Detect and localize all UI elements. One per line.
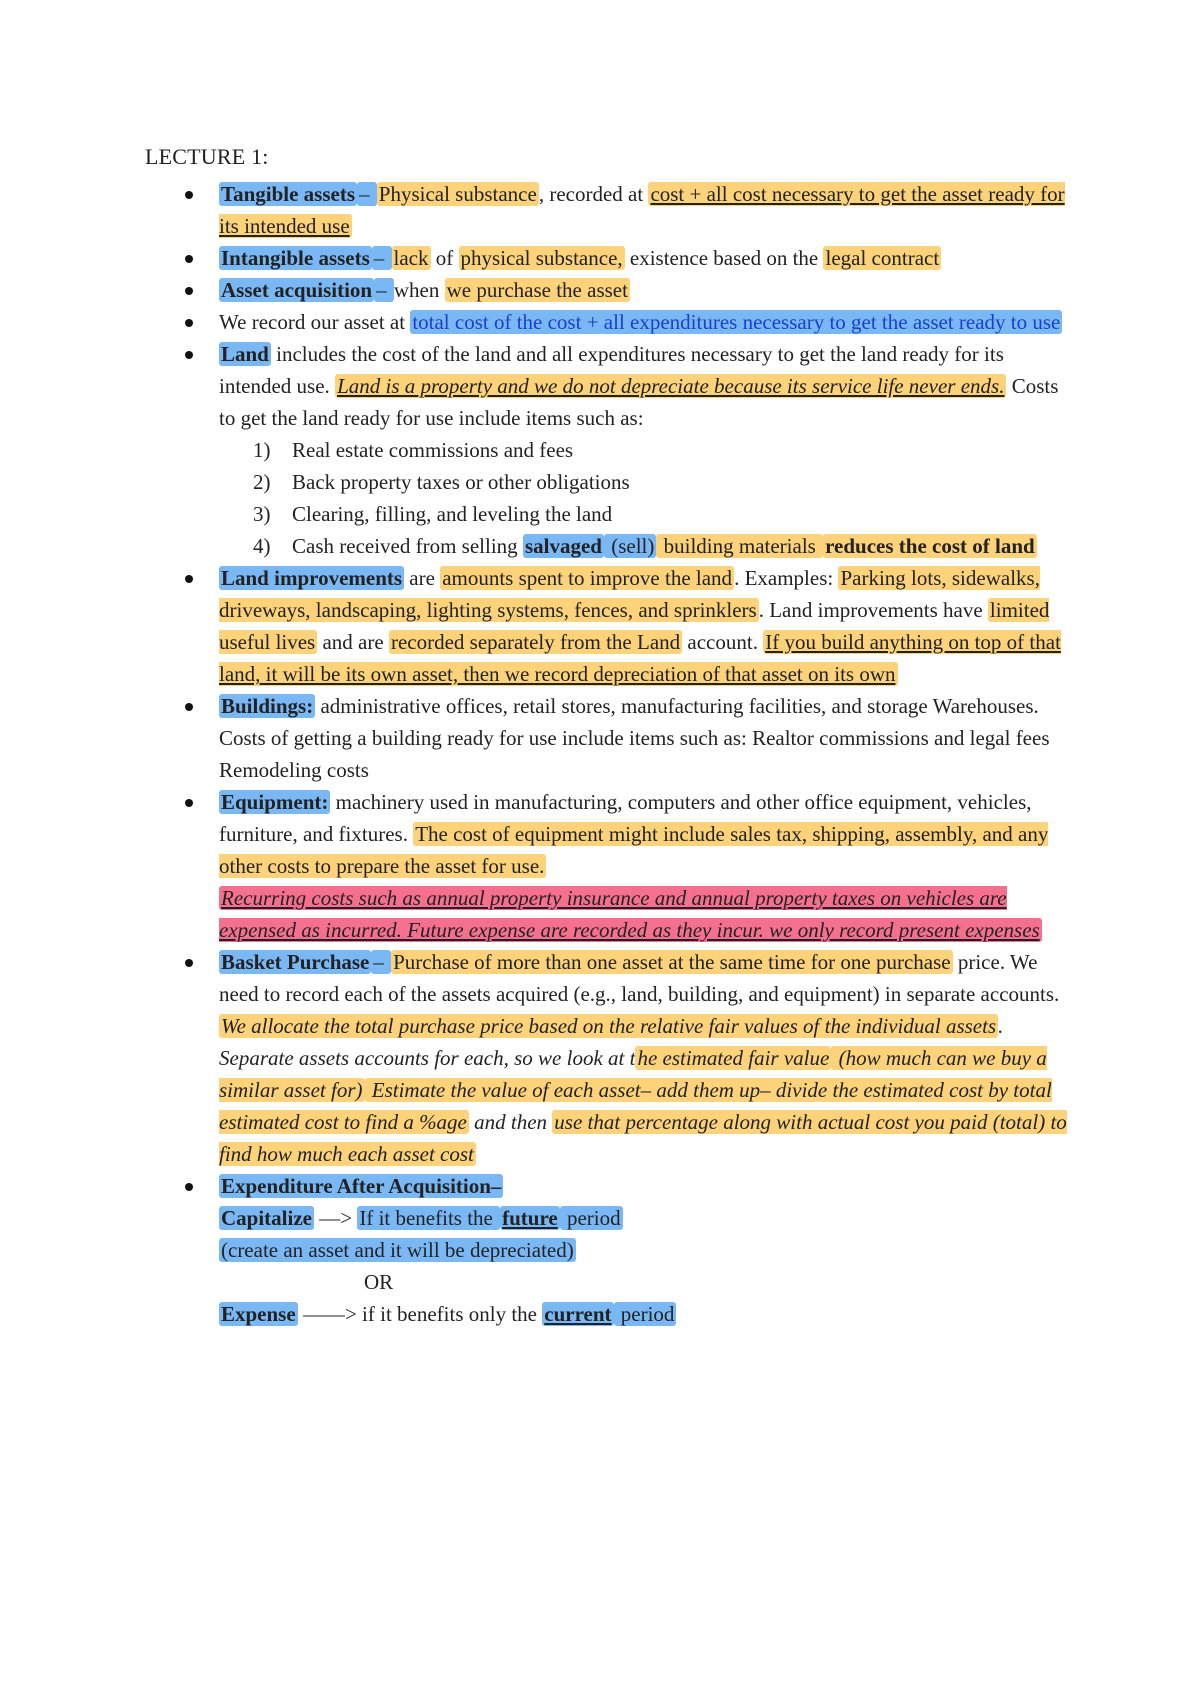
bullet-icon [185, 799, 193, 807]
or-text: OR [364, 1270, 394, 1294]
expense-line [219, 1298, 1070, 1330]
term-asset-acquisition: Asset acquisition [221, 278, 373, 302]
item-number: 3) [253, 502, 271, 526]
highlight-text: (sell) [605, 534, 655, 558]
highlight-text: future [502, 1206, 558, 1230]
list-item-tangible-assets [145, 178, 1070, 242]
term-basket-purchase: Basket Purchase [221, 950, 370, 974]
text: Cash received from selling [292, 534, 523, 558]
highlight-text: legal contract [825, 246, 940, 270]
bullet-icon [185, 319, 193, 327]
list-item-equipment [145, 786, 1070, 946]
highlight-text: Recurring costs such as annual property insurance and annual property taxes on vehicles are expensed as incurred. Future expense are recorded as they incur. we only record present expenses [219, 886, 1040, 942]
bullet-icon [185, 959, 193, 967]
text: machinery used in manufacturing, computers and other office equipment, vehicles, furniture, and fixtures. [219, 790, 1032, 846]
list-item [219, 498, 1070, 530]
highlight-text: We allocate the total purchase price based on the relative fair values of the individual assets [221, 1014, 997, 1038]
list-item [219, 434, 1070, 466]
highlight-text: period [561, 1206, 621, 1230]
list-item-basket-purchase [145, 946, 1070, 1170]
notes-list [145, 178, 1070, 1330]
text: Costs to get the land ready for use include items such as: [219, 374, 1059, 430]
list-item-intangible-assets [145, 242, 1070, 274]
item-number: 2) [253, 470, 271, 494]
list-item-buildings [145, 690, 1070, 786]
highlight-text: Purchase of more than one asset at the same time for one purchase [393, 950, 951, 974]
highlight-text: If it benefits the [359, 1206, 499, 1230]
highlight-text: amounts spent to improve the land [442, 566, 733, 590]
highlight-text: Land is a property and we do not depreciate because its service life never ends. [337, 374, 1005, 398]
bullet-icon [185, 191, 193, 199]
list-item-land [145, 338, 1070, 562]
term-expense: Expense [221, 1302, 296, 1326]
highlight-text: Estimate the value of each asset– add them up– divide the estimated cost by total estimated cost to find a %age [219, 1078, 1052, 1134]
list-item-expenditure-after-acquisition [145, 1170, 1070, 1330]
term-expenditure-after-acquisition: Expenditure After Acquisition– [221, 1174, 502, 1198]
text: Clearing, filling, and leveling the land [292, 502, 613, 526]
text: , so we look at t [503, 1046, 636, 1070]
dash: – [373, 246, 390, 270]
text: , recorded at [538, 182, 649, 206]
text: and are [317, 630, 389, 654]
term-land-improvements: Land improvements [221, 566, 403, 590]
list-item-land-improvements [145, 562, 1070, 690]
highlight-text: salvaged [524, 534, 602, 558]
bullet-icon [185, 287, 193, 295]
list-item [219, 466, 1070, 498]
highlight-text: If you build anything on top of that land, it will be its own asset, then we record depreciation of that asset on its own [219, 630, 1061, 686]
highlight-text: physical substance, [460, 246, 623, 270]
text: . Land improvements have [758, 598, 988, 622]
highlight-text: building materials [658, 534, 822, 558]
term-buildings: Buildings: [221, 694, 314, 718]
highlight-text: period [615, 1302, 675, 1326]
bullet-icon [185, 1183, 193, 1191]
text: We record our asset at [219, 310, 411, 334]
highlight-text: total cost of the cost + all expenditures necessary to get the asset ready to use [412, 310, 1061, 334]
list-item [219, 530, 1070, 562]
highlight-text: Physical substance [378, 182, 537, 206]
arrow: —> [313, 1206, 358, 1230]
text: price. We need to record each of the assets acquired (e.g., land, building, and equipment) in separate accounts. [219, 950, 1060, 1006]
highlight-text: lack [393, 246, 429, 270]
text: and then [468, 1110, 553, 1134]
text: . Examples: [734, 566, 839, 590]
item-number: 1) [253, 438, 271, 462]
capitalize-note [219, 1234, 1070, 1266]
bullet-icon [185, 255, 193, 263]
bullet-icon [185, 575, 193, 583]
highlight-text: cost + all cost necessary to get the asset ready for its intended use [219, 182, 1065, 238]
highlight-text: limited useful lives [219, 598, 1050, 654]
highlight-text: he estimated fair value [637, 1046, 830, 1070]
item-number: 4) [253, 534, 271, 558]
term-land: Land [221, 342, 269, 366]
text: . Separate assets accounts for each [219, 1014, 1004, 1070]
lecture-heading: LECTURE 1: [145, 144, 269, 169]
term-equipment: Equipment: [221, 790, 329, 814]
text: account. [682, 630, 764, 654]
bullet-icon [185, 703, 193, 711]
text: Real estate commissions and fees [292, 438, 574, 462]
list-item-record-asset [145, 306, 1070, 338]
highlight-text: current [544, 1302, 612, 1326]
text: Back property taxes or other obligations [292, 470, 630, 494]
highlight-text: recorded separately from the Land [390, 630, 681, 654]
text: existence based on the [624, 246, 824, 270]
dash: – [359, 182, 375, 206]
text: includes the cost of the land and all expenditures necessary to get the land ready for its intended use. [219, 342, 1004, 398]
highlight-text: Parking lots, sidewalks, driveways, landscaping, lighting systems, fences, and sprinklers [219, 566, 1040, 622]
term-intangible-assets: Intangible assets [221, 246, 370, 270]
text: when [393, 278, 445, 302]
highlight-text: The cost of equipment might include sales tax, shipping, assembly, and any other costs to prepare the asset for use. [219, 822, 1049, 878]
term-capitalize: Capitalize [221, 1206, 312, 1230]
highlight-text: (how much can we buy a similar asset for) [219, 1046, 1047, 1102]
term-tangible-assets: Tangible assets [221, 182, 356, 206]
text: of [430, 246, 459, 270]
text: are [404, 566, 441, 590]
highlight-text: use that percentage along with actual cost you paid (total) to find how much each asset cost [219, 1110, 1067, 1166]
dash: – [376, 278, 392, 302]
capitalize-line [219, 1202, 1070, 1234]
list-item-asset-acquisition [145, 274, 1070, 306]
bullet-icon [185, 351, 193, 359]
text: ——> if it benefits only the [297, 1302, 543, 1326]
highlight-text: we purchase the asset [446, 278, 628, 302]
dash: – [373, 950, 390, 974]
land-cost-list [219, 434, 1070, 562]
highlight-text: reduces the cost of land [825, 534, 1035, 558]
text: administrative offices, retail stores, manufacturing facilities, and storage Warehouses. Costs of getting a building ready for use include items such as: Realtor commissions and legal fees Remodeling costs [219, 694, 1050, 782]
highlight-text: (create an asset and it will be depreciated) [221, 1238, 574, 1262]
